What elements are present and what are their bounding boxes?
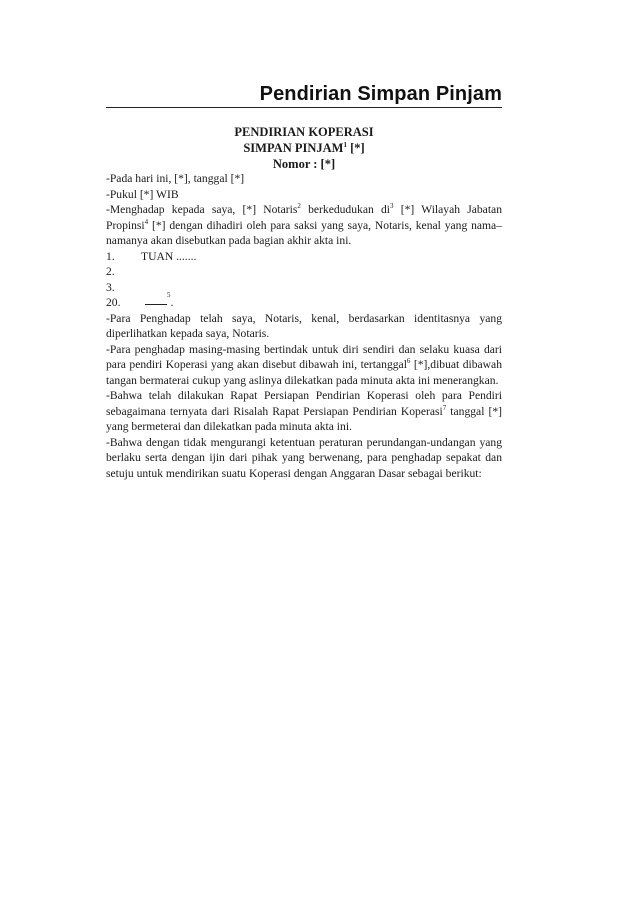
paragraph-appearing: -Menghadap kepada saya, [*] Notaris$^2$ berkedudukan $di^3$ [*] Wilayah Jabatan Propinsi$^4$ [*] dengan dihadiri oleh para saksi yang saya, Notaris, kenal yang nama–namanya akan disebutkan pada bagian akhir akta ini. bbox=[106, 202, 502, 247]
title-line-3: Nomor : [*] bbox=[272, 157, 336, 171]
blank-line bbox=[145, 295, 167, 305]
footnote-ref-1: 1 bbox=[343, 140, 347, 149]
footnote-ref-5: 5 bbox=[167, 291, 171, 299]
document-body bbox=[106, 171, 502, 481]
list-item: 1. TUAN ....... bbox=[106, 249, 197, 263]
title-line-2: SIMPAN PINJAM$^1$ [*] bbox=[243, 140, 365, 155]
list-item-20: 20. $_5$ . bbox=[106, 291, 174, 309]
footnote-ref-2: 2 bbox=[297, 202, 301, 211]
paragraph-acting: -Para penghadap masing-masing bertindak untuk diri sendiri dan selaku kuasa dari para pendiri Koperasi yang akan disebut dibawah ini, tertanggal$^6$ [*],dibuat dibawah tangan bermaterai cukup yang aslinya dilekatkan pada minuta akta ini menerangkan. bbox=[106, 342, 502, 387]
header-title: Pendirian Simpan Pinjam bbox=[259, 83, 502, 105]
document-titles bbox=[106, 124, 502, 172]
page-header bbox=[106, 83, 502, 108]
paragraph-agreement: -Bahwa dengan tidak mengurangi ketentuan peraturan perundangan-undangan yang berlaku serta dengan ijin dari pihak yang berwenang, para penghadap sepakat dan setuju untuk mendirikan suatu Koperasi dengan Anggaran Dasar sebagai berikut: bbox=[106, 435, 502, 480]
footnote-ref-4: 4 bbox=[144, 217, 149, 226]
list-item: 3. bbox=[106, 280, 115, 294]
paragraph-identity: -Para Penghadap telah saya, Notaris, kenal, berdasarkan identitasnya yang diperlihatkan kepada saya, Notaris. bbox=[106, 311, 502, 340]
footnote-ref-3: 3 bbox=[390, 202, 394, 211]
list-item: 2. bbox=[106, 265, 115, 278]
footnote-ref-6: 6 bbox=[406, 357, 411, 366]
paragraph-meeting: -Bahwa telah dilakukan Rapat Persiapan Pendirian Koperasi oleh para Pendiri sebagaimana ternyata dari Risalah Rapat Persiapan Pendirian Koperasi$^7$ tanggal [*] yang bermeterai dan dilekatkan pada minuta akta ini. bbox=[106, 389, 502, 433]
paragraph-time: -Pukul [*] WIB bbox=[106, 187, 179, 201]
paragraph-date: -Pada hari ini, [*], tanggal [*] bbox=[106, 172, 245, 185]
title-line-1: PENDIRIAN KOPERASI bbox=[234, 125, 374, 139]
footnote-ref-7: 7 bbox=[442, 403, 447, 412]
